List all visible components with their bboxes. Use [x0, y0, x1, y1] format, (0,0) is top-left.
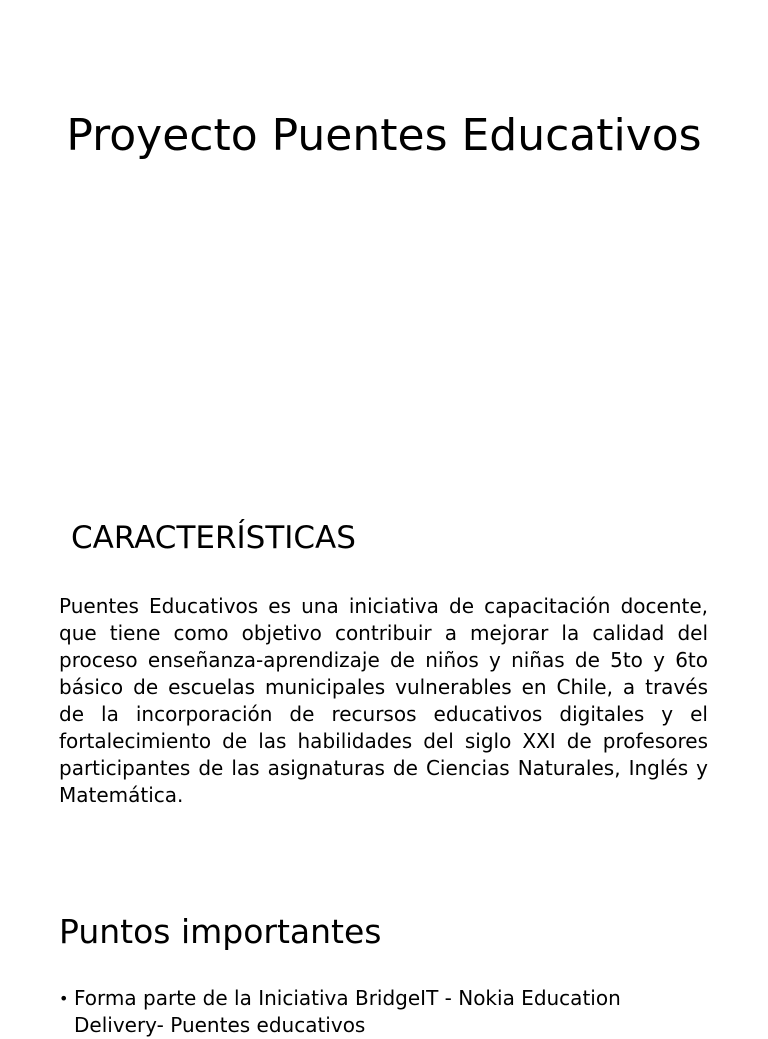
important-points-list [59, 985, 709, 1039]
slide-title: Proyecto Puentes Educativos [66, 110, 702, 161]
bullet-icon: • [59, 989, 69, 1008]
characteristics-heading: CARACTERÍSTICAS [71, 520, 356, 556]
list-item [59, 985, 709, 1039]
characteristics-paragraph: Puentes Educativos es una iniciativa de capacitación docente, que tiene como objetivo contribuir a mejorar la calidad del proceso enseñanza-aprendizaje de niños y niñas de 5to y 6to básico de escuelas municipales vulnerables en Chile, a través de la incorporación de recursos educativos digitales y el fortalecimiento de las habilidades del siglo XXI de profesores participantes de las asignaturas de Ciencias Naturales, Inglés y Matemática. [59, 594, 708, 807]
list-item-text: Forma parte de la Iniciativa BridgeIT - Nokia Education Delivery- Puentes educativos [74, 986, 621, 1037]
important-points-heading: Puntos importantes [59, 912, 382, 951]
